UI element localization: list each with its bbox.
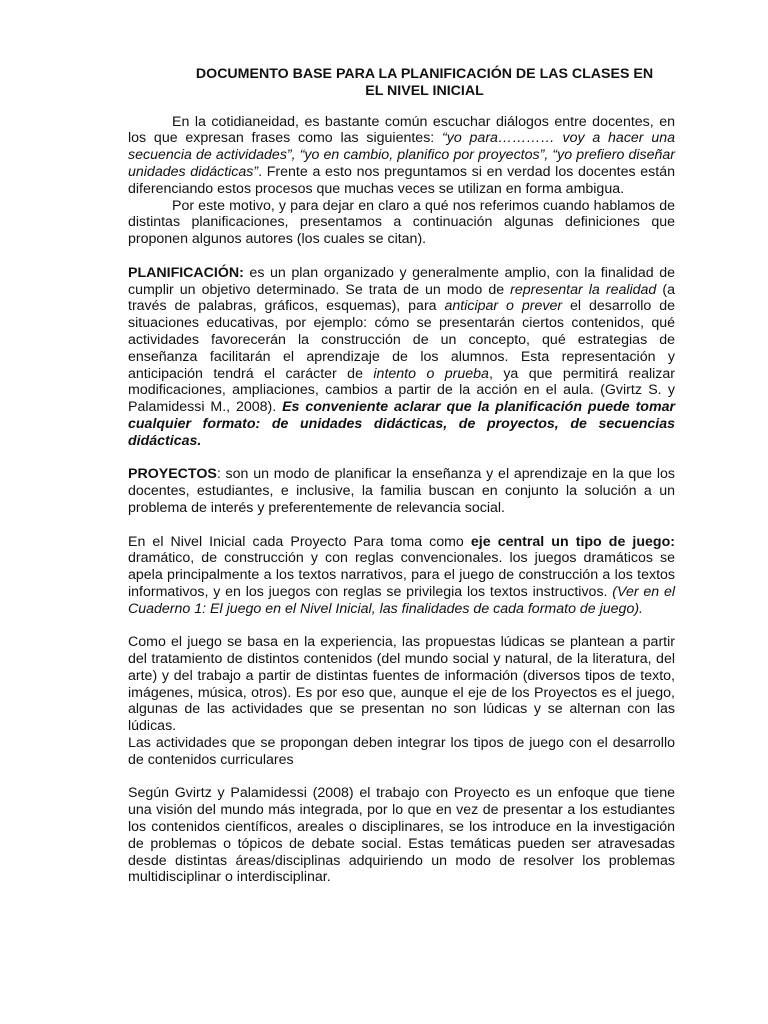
planificacion-text-4: , ya que permitirá realizar modificaciones, ampliaciones, cambios a partir de la acción en el aula. (Gvirtz S. y Palamidessi M., 2008). — [128, 365, 675, 416]
title-line-1: DOCUMENTO BASE PARA LA PLANIFICACIÓN DE LAS CLASES EN — [195, 66, 654, 82]
proyectos-label: PROYECTOS — [128, 466, 217, 483]
planificacion-italic-2: anticipar o prever — [444, 298, 563, 315]
intro-paragraph — [128, 114, 675, 198]
intro-text-2: . Frente a esto nos preguntamos si en verdad los docentes están diferenciando estos procesos que muchas veces se utilizan en forma ambigua. — [128, 163, 676, 197]
planificacion-label: PLANIFICACIÓN: — [128, 264, 244, 281]
document-title — [128, 66, 675, 100]
segun-paragraph: Según Gvirtz y Palamidessi (2008) el trabajo con Proyecto es un enfoque que tiene una visión del mundo más integrada, por lo que en vez de presentar a los estudiantes los contenidos científicos, areales o disciplinares, se los introduce en la investigación de problemas o tópicos de debate social. Estas temáticas pueden ser atravesadas desde distintas áreas/disciplinas adquiriendo un modo de resolver los problemas multidisciplinar o interdisciplinar. — [128, 785, 675, 886]
motive-paragraph: Por este motivo, y para dejar en claro a qué nos referimos cuando hablamos de distintas planificaciones, presentamos a continuación algunas definiciones que proponen algunos autores (los cuales se citan). — [128, 197, 675, 248]
nivel-text-1: En el Nivel Inicial cada Proyecto Para toma como — [128, 533, 471, 550]
planificacion-text-2: (a través de palabras, gráficos, esquemas), para — [128, 281, 675, 315]
intro-text-1: En la cotidianeidad, es bastante común escuchar diálogos entre docentes, en los que expresan frases como las siguientes: — [128, 113, 675, 147]
planificacion-text-3: el desarrollo de situaciones educativas, por ejemplo: cómo se presentarán ciertos contenidos, qué actividades favorecerán la construcción de un concepto, qué estrategias de enseñanza facilitarán el aprendizaje de los alumnos. Esta representación y anticipación tendrá el carácter de — [128, 298, 675, 382]
title-line-2: EL NIVEL INICIAL — [365, 82, 484, 99]
proyectos-text: : son un modo de planificar la enseñanza y el aprendizaje en la que los docentes, estudiantes, e inclusive, la familia buscan en conjunto la solución a un problema de interés y preferentemente de relevancia social. — [128, 466, 675, 516]
nivel-bold: eje central un tipo de juego: — [470, 533, 675, 550]
planificacion-italic-3: intento o prueba — [373, 365, 489, 382]
intro-quotes: “yo para………… voy a hacer una secuencia de actividades”, “yo en cambio, planifico por proyectos”, “yo prefiero diseñar unidades didácticas” — [128, 130, 675, 180]
nivel-italic: (Ver en el Cuaderno 1: El juego en el Nivel Inicial, las finalidades de cada formato de juego). — [128, 583, 676, 617]
document-page — [128, 66, 675, 886]
proyectos-paragraph — [128, 466, 675, 516]
planificacion-paragraph — [128, 265, 675, 450]
planificacion-text-1: es un plan organizado y generalmente amplio, con la finalidad de cumplir un objetivo determinado. Se trata de un modo de — [128, 264, 675, 298]
nivel-text-2: dramático, de construcción y con reglas convencionales. los juegos dramáticos se apela principalmente a los textos narrativos, para el juego de construcción a los textos informativos, y en los juegos con reglas se privilegia los textos instructivos. — [128, 550, 675, 600]
planificacion-italic-1: representar la realidad — [510, 281, 657, 298]
planificacion-emphasis: Es conveniente aclarar que la planificación puede tomar cualquier formato: de unidades didácticas, de proyectos, de secuencias didácticas. — [128, 399, 675, 449]
nivel-inicial-paragraph — [128, 534, 675, 618]
juego-paragraph: Como el juego se basa en la experiencia, las propuestas lúdicas se plantean a partir del tratamiento de distintos contenidos (del mundo social y natural, de la literatura, del arte) y del trabajo a partir de distintas fuentes de información (diversos tipos de texto, imágenes, música, otros). Es por eso que, aunque el eje de los Proyectos es el juego, algunas de las actividades que se presentan no son lúdicas y se alternan con las lúdicas. — [128, 634, 675, 735]
actividades-paragraph: Las actividades que se propongan deben integrar los tipos de juego con el desarrollo de contenidos curriculares — [128, 735, 675, 768]
